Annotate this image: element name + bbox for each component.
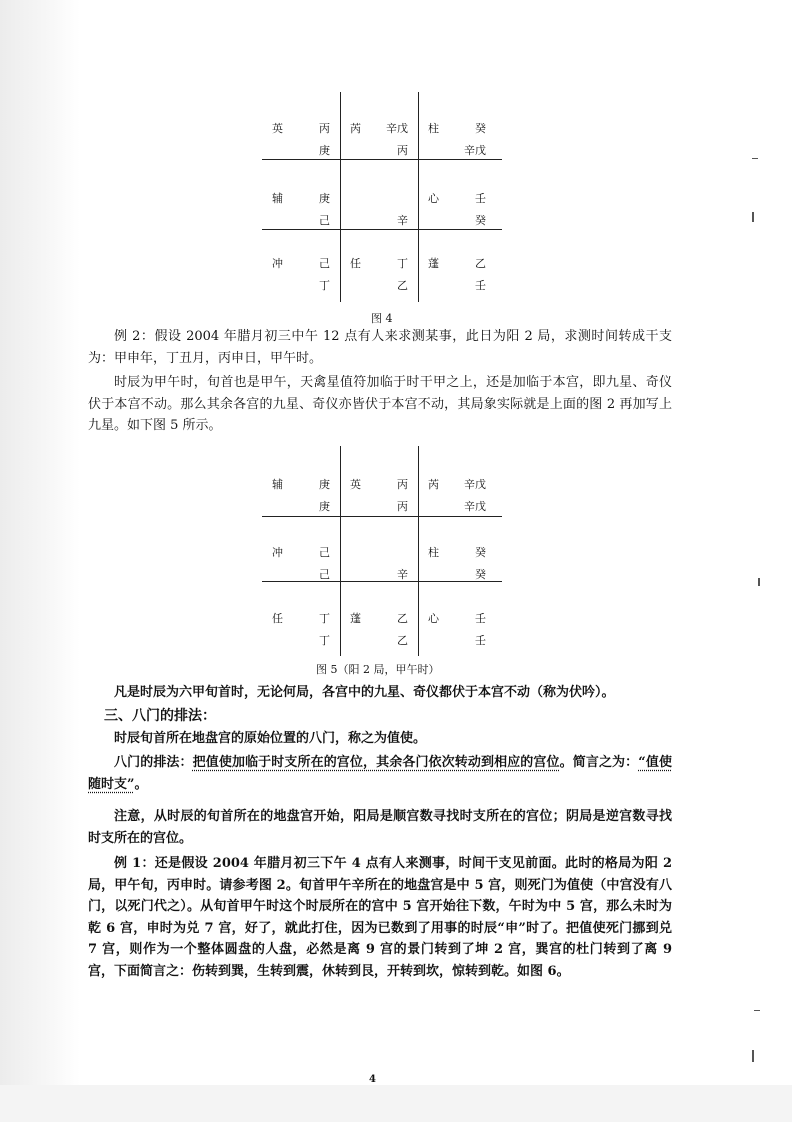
paragraph-bamen-method bbox=[88, 752, 672, 795]
scan-speck bbox=[752, 158, 758, 159]
paragraph-hour-jiawu: 时辰为甲午时，旬首也是甲午，天禽星值符加临于时干甲之上，还是加临于本宫，即九星、奇仪伏于本宫不动。那么其余各宫的九星、奇仪亦皆伏于本宫不动，其局象实际就是上面的图 2 再加写上九星。如下图 5 所示。 bbox=[88, 375, 672, 434]
bamen-method-quote: “值使随时支” bbox=[88, 755, 672, 792]
fig5-cell-5: 辛 bbox=[397, 568, 408, 581]
fig4-cell-4: 辅 庚 己 bbox=[272, 192, 330, 227]
scan-speck bbox=[754, 1010, 760, 1011]
fig5-cell-6: 柱 癸 癸 bbox=[428, 546, 486, 581]
paragraph-example-2: 例 2：假设 2004 年腊月初三中午 12 点有人来求测某事，此日为阳 2 局，求测时间转成干支为：甲申年，丁丑月，丙申日，甲午时。 bbox=[88, 329, 672, 366]
scan-speck bbox=[758, 578, 760, 586]
fig4-cell-2: 芮 辛戊 丙 bbox=[350, 122, 408, 157]
paragraph-attention: 注意，从时辰的旬首所在的地盘宫开始，阳局是顺宫数寻找时支所在的宫位；阴局是逆宫数寻找时支所在的宫位。 bbox=[88, 809, 672, 846]
figure-4-caption: 图 4 bbox=[371, 312, 393, 325]
scan-speck bbox=[752, 1050, 754, 1062]
bamen-method-lead: 八门的排法： bbox=[114, 755, 193, 770]
fig4-cell-1: 英 丙 庚 bbox=[272, 122, 330, 157]
fig4-cell-9: 蓬 乙 壬 bbox=[428, 257, 486, 292]
fig5-cell-1: 辅 庚 庚 bbox=[272, 478, 330, 513]
paragraph-zhishi-definition: 时辰旬首所在地盘宫的原始位置的八门，称之为值使。 bbox=[114, 731, 427, 746]
fig5-cell-9: 心 壬 壬 bbox=[428, 612, 486, 647]
fig4-cell-5: 辛 bbox=[397, 214, 408, 227]
fig5-cell-2: 英 丙 丙 bbox=[350, 478, 408, 513]
paragraph-example-1: 例 1：还是假设 2004 年腊月初三下午 4 点有人来测事，时间干支见前面。此时的格局为阳 2 局，甲午旬，丙申时。请参考图 2。旬首甲午辛所在的地盘宫是中 5 宫，则死门为值使（中宫没有八门，以死门代之）。从旬首甲午时这个时辰所在的宫中 5 宫开始往下数，午时为中 5 宫，那么未时为乾 6 宫，申时为兑 7 宫，好了，就此打住，因为已数到了用事的时辰“申”时了。把值使死门挪到兑 7 宫，则作为一个整体圆盘的人盘，必然是离 9 宫的景门转到了坤 2 宫，巽宫的杜门转到了离 9 宫，下面简言之：伤转到巽，生转到震，休转到艮，开转到坎，惊转到乾。如图 6。 bbox=[88, 856, 672, 979]
fig4-cell-3: 柱 癸 辛戊 bbox=[428, 122, 486, 157]
bamen-method-dotted: 把值使加临于时支所在的宫位，其余各门依次转动到相应的宫位 bbox=[192, 755, 560, 770]
fig5-cell-7: 任 丁 丁 bbox=[272, 612, 330, 647]
section-heading: 三、八门的排法： bbox=[104, 708, 216, 724]
page-number: 4 bbox=[369, 1074, 376, 1085]
fig4-cell-6: 心 壬 癸 bbox=[428, 192, 486, 227]
fig5-cell-8: 蓬 乙 乙 bbox=[350, 612, 408, 647]
fig4-cell-8: 任 丁 乙 bbox=[350, 257, 408, 292]
figure-5-caption: 图 5（阳 2 局，甲午时） bbox=[316, 663, 440, 676]
scan-shadow-left bbox=[0, 0, 80, 1122]
fig4-cell-7: 冲 己 丁 bbox=[272, 257, 330, 292]
bamen-method-mid: 。简言之为： bbox=[559, 755, 639, 770]
bamen-method-end: 。 bbox=[134, 776, 148, 792]
fig5-cell-4: 冲 己 己 bbox=[272, 546, 330, 581]
scan-speck bbox=[752, 212, 754, 222]
paragraph-fuyin-rule: 凡是时辰为六甲旬首时，无论何局，各宫中的九星、奇仪都伏于本宫不动（称为伏吟）。 bbox=[114, 685, 615, 700]
fig5-cell-3: 芮 辛戊 辛戊 bbox=[428, 478, 486, 513]
scan-shadow-bottom bbox=[0, 1085, 792, 1122]
